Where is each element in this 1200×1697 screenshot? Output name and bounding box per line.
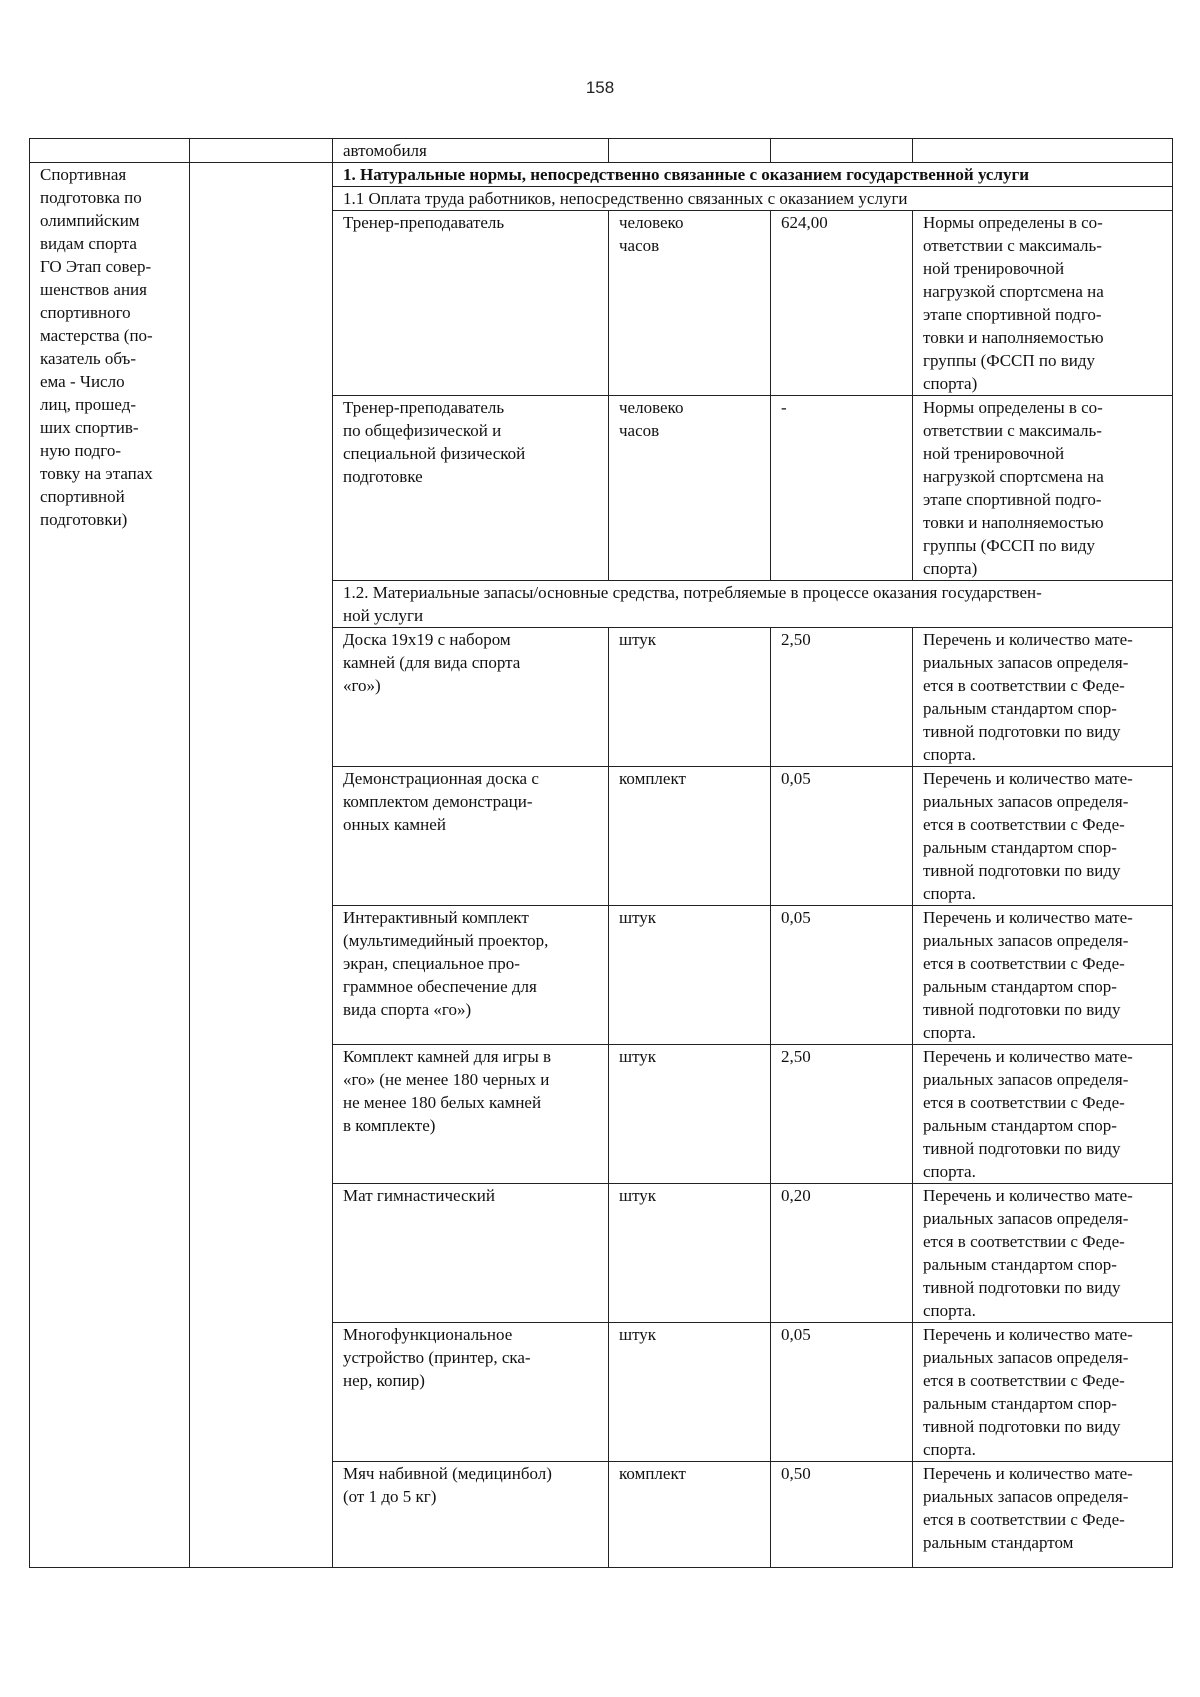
section-1-1-title: 1.1 Оплата труда работников, непосредственно связанных с оказанием услуги xyxy=(333,187,1173,211)
norms-table xyxy=(29,138,1173,1568)
unit-cell: человеко часов xyxy=(609,396,771,581)
item-name-cell: Демонстрационная доска с комплектом демонстраци- онных камней xyxy=(333,767,609,906)
service-description-cell: Спортивная подготовка по олимпийским видам спорта ГО Этап совер- шенствов ания спортивного мастерства (по- казатель объ- ема - Число лиц, прошед- ших спортив- ную подго- товку на этапах спортивной подготовки) xyxy=(30,163,190,1568)
table-row xyxy=(30,139,1173,163)
item-name-cell: Комплект камней для игры в «го» (не менее 180 черных и не менее 180 белых камней в комплекте) xyxy=(333,1045,609,1184)
section-title-row xyxy=(30,163,1173,187)
unit-cell: штук xyxy=(609,1323,771,1462)
section-1-title: 1. Натуральные нормы, непосредственно связанные с оказанием государственной услуги xyxy=(333,163,1173,187)
empty-cell xyxy=(190,163,333,1568)
unit-cell: штук xyxy=(609,1184,771,1323)
value-cell: 0,20 xyxy=(771,1184,913,1323)
unit-cell: комплект xyxy=(609,767,771,906)
unit-cell: штук xyxy=(609,628,771,767)
section-1-2-title: 1.2. Материальные запасы/основные средства, потребляемые в процессе оказания государствен- ной услуги xyxy=(333,581,1173,628)
item-name-cell: Многофункциональное устройство (принтер, ска- нер, копир) xyxy=(333,1323,609,1462)
unit-cell: штук xyxy=(609,906,771,1045)
note-cell: Перечень и количество мате- риальных запасов определя- ется в соответствии с Феде- ральным стандартом спор- тивной подготовки по виду спорта. xyxy=(913,767,1173,906)
note-cell: Перечень и количество мате- риальных запасов определя- ется в соответствии с Феде- ральным стандартом спор- тивной подготовки по виду спорта. xyxy=(913,1045,1173,1184)
note-cell: Нормы определены в со- ответствии с максималь- ной тренировочной нагрузкой спортсмена на этапе спортивной подго- товки и наполняемостью группы (ФССП по виду спорта) xyxy=(913,396,1173,581)
note-cell: Перечень и количество мате- риальных запасов определя- ется в соответствии с Феде- ральным стандартом xyxy=(913,1462,1173,1568)
item-name-cell: Мяч набивной (медицинбол) (от 1 до 5 кг) xyxy=(333,1462,609,1568)
unit-cell: комплект xyxy=(609,1462,771,1568)
empty-cell xyxy=(30,139,190,163)
note-cell: Перечень и количество мате- риальных запасов определя- ется в соответствии с Феде- ральным стандартом спор- тивной подготовки по виду спорта. xyxy=(913,1323,1173,1462)
value-cell: 0,05 xyxy=(771,767,913,906)
note-cell: Перечень и количество мате- риальных запасов определя- ется в соответствии с Феде- ральным стандартом спор- тивной подготовки по виду спорта. xyxy=(913,906,1173,1045)
value-cell: 2,50 xyxy=(771,628,913,767)
item-name-cell: Доска 19х19 с набором камней (для вида спорта «го») xyxy=(333,628,609,767)
value-cell: 624,00 xyxy=(771,211,913,396)
value-cell: 2,50 xyxy=(771,1045,913,1184)
value-cell: 0,50 xyxy=(771,1462,913,1568)
value-cell: 0,05 xyxy=(771,1323,913,1462)
item-name-cell: Тренер-преподаватель xyxy=(333,211,609,396)
value-cell: 0,05 xyxy=(771,906,913,1045)
empty-cell xyxy=(771,139,913,163)
item-name-cell: автомобиля xyxy=(333,139,609,163)
note-cell: Перечень и количество мате- риальных запасов определя- ется в соответствии с Феде- ральным стандартом спор- тивной подготовки по виду спорта. xyxy=(913,628,1173,767)
unit-cell: штук xyxy=(609,1045,771,1184)
empty-cell xyxy=(913,139,1173,163)
value-cell: - xyxy=(771,396,913,581)
empty-cell xyxy=(190,139,333,163)
page-number: 158 xyxy=(585,78,615,97)
item-name-cell: Интерактивный комплект (мультимедийный проектор, экран, специальное про- граммное обеспечение для вида спорта «го») xyxy=(333,906,609,1045)
unit-cell: человеко часов xyxy=(609,211,771,396)
note-cell: Перечень и количество мате- риальных запасов определя- ется в соответствии с Феде- ральным стандартом спор- тивной подготовки по виду спорта. xyxy=(913,1184,1173,1323)
empty-cell xyxy=(609,139,771,163)
item-name-cell: Тренер-преподаватель по общефизической и специальной физической подготовке xyxy=(333,396,609,581)
note-cell: Нормы определены в со- ответствии с максималь- ной тренировочной нагрузкой спортсмена на этапе спортивной подго- товки и наполняемостью группы (ФССП по виду спорта) xyxy=(913,211,1173,396)
item-name-cell: Мат гимнастический xyxy=(333,1184,609,1323)
